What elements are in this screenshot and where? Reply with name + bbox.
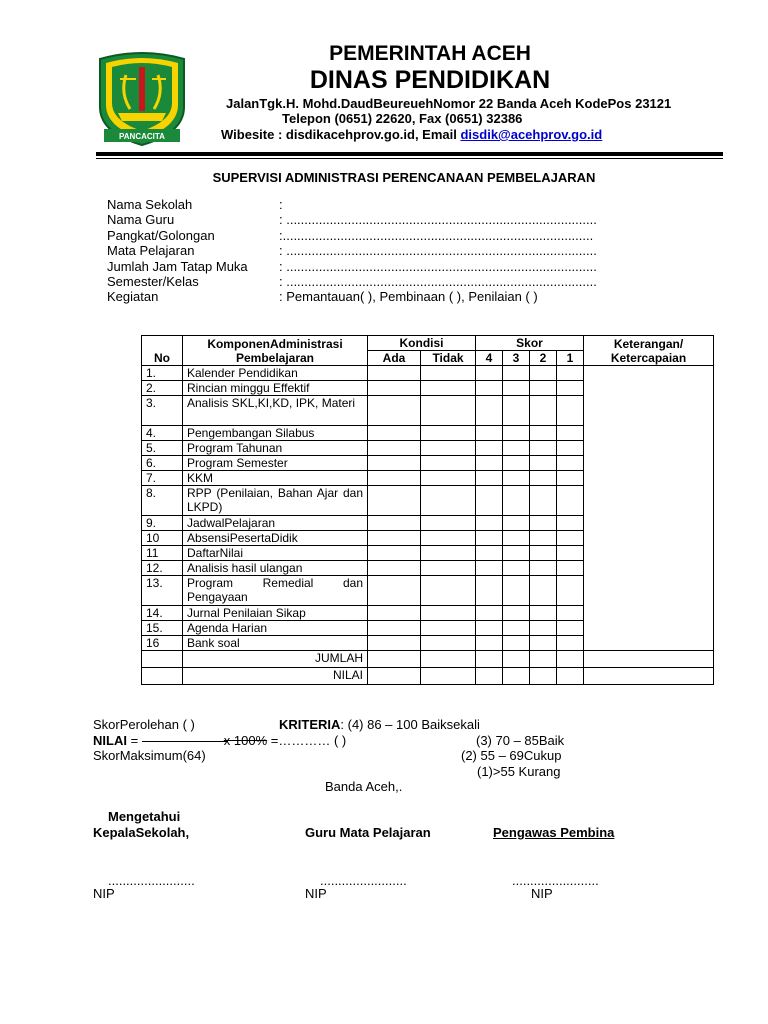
header-score-1: 1 <box>557 351 584 366</box>
summary-cell[interactable] <box>584 668 714 685</box>
row-item: Analisis SKL,KI,KD, IPK, Materi <box>183 396 368 426</box>
score-cell[interactable] <box>476 381 503 396</box>
header-score-3: 3 <box>503 351 530 366</box>
row-no: 6. <box>142 456 183 471</box>
score-cell[interactable] <box>476 426 503 441</box>
score-cell[interactable] <box>557 636 584 651</box>
score-cell[interactable] <box>530 426 557 441</box>
summary-cell[interactable] <box>584 651 714 668</box>
summary-cell[interactable] <box>421 651 476 668</box>
field-value-teacher: : ...................................................................................... <box>279 212 597 227</box>
score-cell[interactable] <box>530 576 557 606</box>
header-notes: Keterangan/ Ketercapaian <box>584 336 714 366</box>
department-name: DINAS PENDIDIKAN <box>309 66 551 94</box>
score-cell[interactable] <box>368 606 421 621</box>
field-value-school: : <box>279 197 283 212</box>
row-no: 13. <box>142 576 183 606</box>
score-cell[interactable] <box>421 381 476 396</box>
score-cell[interactable] <box>557 441 584 456</box>
criteria-line-1 <box>279 717 480 732</box>
score-cell[interactable] <box>368 546 421 561</box>
header-score-4: 4 <box>476 351 503 366</box>
principal-nip: NIP <box>93 886 115 901</box>
score-cell[interactable] <box>557 426 584 441</box>
field-value-subject: : ...................................................................................... <box>279 243 597 258</box>
score-cell[interactable] <box>368 531 421 546</box>
row-item: Program Tahunan <box>183 441 368 456</box>
score-cell[interactable] <box>503 441 530 456</box>
score-cell[interactable] <box>368 561 421 576</box>
score-cell[interactable] <box>503 576 530 606</box>
email-link[interactable]: disdik@acehprov.go.id <box>460 127 603 142</box>
summary-cell[interactable] <box>476 668 503 685</box>
score-cell[interactable] <box>503 546 530 561</box>
score-cell[interactable] <box>421 516 476 531</box>
document-title: SUPERVISI ADMINISTRASI PERENCANAAN PEMBELAJARAN <box>212 170 596 185</box>
row-no: 15. <box>142 621 183 636</box>
header-ada: Ada <box>368 351 421 366</box>
table-row <box>142 366 714 381</box>
score-cell[interactable] <box>530 561 557 576</box>
summary-blank <box>142 668 183 685</box>
score-cell[interactable] <box>421 396 476 426</box>
notes-cell[interactable] <box>584 366 714 651</box>
score-cell[interactable] <box>503 396 530 426</box>
header-no: No <box>142 336 183 366</box>
score-cell[interactable] <box>530 381 557 396</box>
score-cell[interactable] <box>557 516 584 531</box>
row-no: 12. <box>142 561 183 576</box>
score-cell[interactable] <box>476 561 503 576</box>
summary-cell[interactable] <box>503 668 530 685</box>
score-cell[interactable] <box>557 486 584 516</box>
field-label-school: Nama Sekolah <box>107 197 193 212</box>
field-value-activity: : Pemantauan( ), Pembinaan ( ), Penilaian ( ) <box>279 289 538 304</box>
score-cell[interactable] <box>421 606 476 621</box>
score-cell[interactable] <box>503 606 530 621</box>
fraction-bar <box>142 741 228 742</box>
score-cell[interactable] <box>421 546 476 561</box>
score-cell[interactable] <box>557 366 584 381</box>
row-no: 3. <box>142 396 183 426</box>
score-cell[interactable] <box>421 621 476 636</box>
teacher-signature-line: ........................ <box>320 873 407 888</box>
row-item: RPP (Penilaian, Bahan Ajar dan LKPD) <box>183 486 368 516</box>
score-cell[interactable] <box>557 456 584 471</box>
row-item: Kalender Pendidikan <box>183 366 368 381</box>
score-cell[interactable] <box>503 516 530 531</box>
summary-cell[interactable] <box>476 651 503 668</box>
score-cell[interactable] <box>421 636 476 651</box>
supervisor-signature-line: ........................ <box>512 873 599 888</box>
supervisor-nip: NIP <box>531 886 553 901</box>
row-item: Program Semester <box>183 456 368 471</box>
row-no: 5. <box>142 441 183 456</box>
row-item: Bank soal <box>183 636 368 651</box>
row-item: AbsensiPesertaDidik <box>183 531 368 546</box>
teacher-label: Guru Mata Pelajaran <box>305 825 431 840</box>
teacher-nip: NIP <box>305 886 327 901</box>
row-item: Program Remedial dan Pengayaan <box>183 576 368 606</box>
row-no: 11 <box>142 546 183 561</box>
value-row <box>142 668 714 685</box>
field-label-rank: Pangkat/Golongan <box>107 228 215 243</box>
score-cell[interactable] <box>476 621 503 636</box>
score-cell[interactable] <box>557 396 584 426</box>
principal-label: KepalaSekolah, <box>93 825 190 840</box>
score-cell[interactable] <box>476 486 503 516</box>
criteria-4: : (4) 86 – 100 Baiksekali <box>340 717 480 732</box>
score-cell[interactable] <box>368 621 421 636</box>
score-cell[interactable] <box>503 486 530 516</box>
score-cell[interactable] <box>503 561 530 576</box>
score-cell[interactable] <box>368 426 421 441</box>
nilai-label: NILAI <box>93 733 127 748</box>
criteria-1: (1)>55 Kurang <box>477 764 561 779</box>
score-cell[interactable] <box>503 381 530 396</box>
score-cell[interactable] <box>368 576 421 606</box>
score-cell[interactable] <box>557 531 584 546</box>
score-cell[interactable] <box>557 546 584 561</box>
summary-cell[interactable] <box>557 668 584 685</box>
score-cell[interactable] <box>368 366 421 381</box>
field-value-semester: : ...................................................................................... <box>279 274 597 289</box>
score-cell[interactable] <box>530 621 557 636</box>
score-cell[interactable] <box>530 441 557 456</box>
score-cell[interactable] <box>421 471 476 486</box>
score-cell[interactable] <box>421 366 476 381</box>
row-no: 9. <box>142 516 183 531</box>
address-line-1: JalanTgk.H. Mohd.DaudBeureuehNomor 22 Banda Aceh KodePos 23121 <box>226 96 672 111</box>
score-cell[interactable] <box>368 441 421 456</box>
address-line-2: Telepon (0651) 22620, Fax (0651) 32386 <box>282 111 523 126</box>
score-cell[interactable] <box>530 516 557 531</box>
supervisor-label: Pengawas Pembina <box>493 825 615 840</box>
nilai-formula <box>93 733 346 748</box>
header-component: KomponenAdministrasi Pembelajaran <box>183 336 368 366</box>
score-cell[interactable] <box>476 576 503 606</box>
score-cell[interactable] <box>368 396 421 426</box>
score-obtained: SkorPerolehan ( ) <box>93 717 195 732</box>
score-cell[interactable] <box>557 471 584 486</box>
criteria-3: (3) 70 – 85Baik <box>476 733 565 748</box>
criteria-label: KRITERIA <box>279 717 341 732</box>
row-no: 14. <box>142 606 183 621</box>
row-item: Jurnal Penilaian Sikap <box>183 606 368 621</box>
percent-text: x 100% <box>223 733 268 748</box>
row-no: 2. <box>142 381 183 396</box>
value-label: NILAI <box>183 668 368 685</box>
score-cell[interactable] <box>503 366 530 381</box>
place-date: Banda Aceh,. <box>325 779 403 794</box>
score-cell[interactable] <box>476 441 503 456</box>
score-cell[interactable] <box>503 621 530 636</box>
total-row <box>142 651 714 668</box>
nilai-result: =………… ( ) <box>270 733 347 748</box>
score-cell[interactable] <box>503 471 530 486</box>
row-item: Rincian minggu Effektif <box>183 381 368 396</box>
score-cell[interactable] <box>530 396 557 426</box>
field-value-rank: :...................................................................................... <box>279 228 594 243</box>
score-max: SkorMaksimum(64) <box>93 748 206 763</box>
score-cell[interactable] <box>476 471 503 486</box>
row-no: 1. <box>142 366 183 381</box>
score-cell[interactable] <box>421 426 476 441</box>
score-cell[interactable] <box>476 531 503 546</box>
score-cell[interactable] <box>557 561 584 576</box>
row-item: Agenda Harian <box>183 621 368 636</box>
score-cell[interactable] <box>421 456 476 471</box>
score-cell[interactable] <box>476 636 503 651</box>
field-label-hours: Jumlah Jam Tatap Muka <box>107 259 248 274</box>
address-line-3 <box>221 127 602 142</box>
nilai-equals: = <box>126 733 142 748</box>
score-cell[interactable] <box>503 426 530 441</box>
score-cell[interactable] <box>476 546 503 561</box>
score-cell[interactable] <box>530 636 557 651</box>
summary-cell[interactable] <box>557 651 584 668</box>
row-no: 8. <box>142 486 183 516</box>
row-item: DaftarNilai <box>183 546 368 561</box>
row-item: Analisis hasil ulangan <box>183 561 368 576</box>
field-label-semester: Semester/Kelas <box>107 274 199 289</box>
score-cell[interactable] <box>368 456 421 471</box>
score-cell[interactable] <box>476 396 503 426</box>
score-cell[interactable] <box>421 441 476 456</box>
score-cell[interactable] <box>530 531 557 546</box>
field-label-subject: Mata Pelajaran <box>107 243 195 258</box>
website-text: Wibesite : disdikacehprov.go.id, Email <box>221 127 461 142</box>
header-rule-thin <box>96 158 723 159</box>
row-item: Pengembangan Silabus <box>183 426 368 441</box>
score-cell[interactable] <box>557 621 584 636</box>
row-no: 7. <box>142 471 183 486</box>
score-cell[interactable] <box>530 366 557 381</box>
row-no: 10 <box>142 531 183 546</box>
score-cell[interactable] <box>476 366 503 381</box>
score-cell[interactable] <box>557 576 584 606</box>
score-cell[interactable] <box>368 516 421 531</box>
summary-blank <box>142 651 183 668</box>
score-cell[interactable] <box>530 471 557 486</box>
criteria-2: (2) 55 – 69Cukup <box>461 748 562 763</box>
score-cell[interactable] <box>557 381 584 396</box>
summary-cell[interactable] <box>530 668 557 685</box>
row-no: 16 <box>142 636 183 651</box>
summary-cell[interactable] <box>530 651 557 668</box>
score-cell[interactable] <box>530 456 557 471</box>
score-cell[interactable] <box>421 531 476 546</box>
score-cell[interactable] <box>503 531 530 546</box>
summary-cell[interactable] <box>503 651 530 668</box>
score-cell[interactable] <box>421 486 476 516</box>
score-cell[interactable] <box>476 606 503 621</box>
score-cell[interactable] <box>530 606 557 621</box>
score-cell[interactable] <box>368 471 421 486</box>
header-score: Skor <box>476 336 584 351</box>
score-cell[interactable] <box>530 486 557 516</box>
header-rule-thick <box>96 152 723 156</box>
score-cell[interactable] <box>530 546 557 561</box>
field-label-teacher: Nama Guru <box>107 212 175 227</box>
logo-text: PANCACITA <box>119 132 165 141</box>
summary-cell[interactable] <box>368 651 421 668</box>
score-cell[interactable] <box>557 606 584 621</box>
score-cell[interactable] <box>421 561 476 576</box>
score-cell[interactable] <box>476 516 503 531</box>
assessment-table <box>141 335 714 685</box>
score-cell[interactable] <box>368 381 421 396</box>
score-cell[interactable] <box>503 636 530 651</box>
score-cell[interactable] <box>368 486 421 516</box>
summary-cell[interactable] <box>421 668 476 685</box>
score-cell[interactable] <box>368 636 421 651</box>
summary-cell[interactable] <box>368 668 421 685</box>
total-label: JUMLAH <box>183 651 368 668</box>
row-item: JadwalPelajaran <box>183 516 368 531</box>
score-cell[interactable] <box>476 456 503 471</box>
government-name: PEMERINTAH ACEH <box>329 42 531 65</box>
principal-signature-line: ........................ <box>108 873 195 888</box>
header-condition: Kondisi <box>368 336 476 351</box>
row-no: 4. <box>142 426 183 441</box>
header-score-2: 2 <box>530 351 557 366</box>
field-label-activity: Kegiatan <box>107 289 159 304</box>
header-tidak: Tidak <box>421 351 476 366</box>
field-value-hours: : ...................................................................................... <box>279 259 597 274</box>
acknowledged-label: Mengetahui <box>108 809 181 824</box>
row-item: KKM <box>183 471 368 486</box>
score-cell[interactable] <box>421 576 476 606</box>
score-cell[interactable] <box>503 456 530 471</box>
